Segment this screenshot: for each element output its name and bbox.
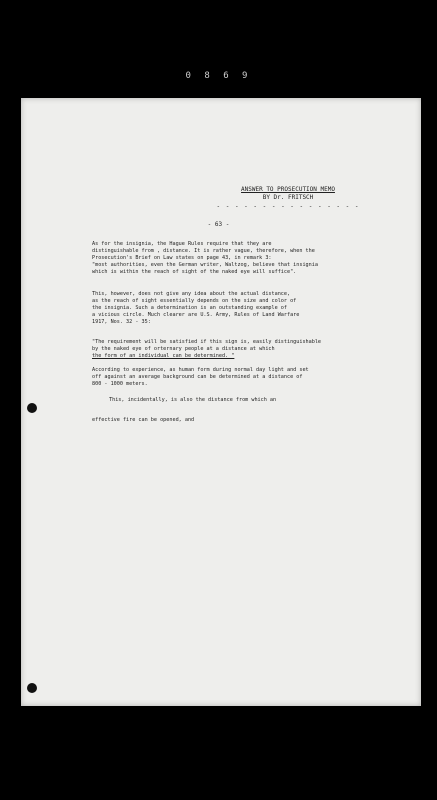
- text-line: This, however, does not give any idea about the actual distance,: [92, 291, 291, 297]
- text-line: effective fire can be opened, and: [92, 417, 195, 423]
- text-line: as the reach of sight essentially depends on the size and color of: [92, 298, 297, 305]
- paragraph-distance: [92, 291, 299, 326]
- text-line: "The requirement will be satisfied if this sign is, easily distinguishable: [92, 339, 322, 345]
- text-line: the insignia. Such a determination is an outstanding example of: [92, 305, 287, 312]
- paragraph-fire-distance-continued: [92, 417, 194, 424]
- paragraph-insignia: [92, 241, 318, 276]
- text-line: According to experience, as human form during normal day light and set: [92, 367, 309, 373]
- text-line: 1917, Nos. 32 - 35:: [92, 319, 151, 326]
- text-line: a vicious circle. Much clearer are U.S. Army, Rules of Land Warfare: [92, 312, 300, 319]
- microfilm-frame-number: 0 8 6 9: [185, 71, 252, 81]
- paragraph-experience: [92, 367, 309, 388]
- punch-hole: [27, 403, 37, 413]
- document-heading: [208, 186, 368, 211]
- paragraph-fire-distance: [92, 397, 276, 404]
- punch-hole: [27, 683, 37, 693]
- heading-title: ANSWER TO PROSECUTION MEMO: [241, 186, 335, 193]
- underlined-text-line: the form of an individual can be determined. ": [92, 353, 235, 360]
- quotation-block: [92, 339, 321, 360]
- text-line: by the naked eye of orternary people at a distance at which: [92, 346, 275, 353]
- text-line: This, incidentally, is also the distance from which an: [109, 397, 277, 403]
- text-line: distinguishable from , distance. It is rather vague, therefore, when the: [92, 248, 315, 255]
- page-number: - 63 -: [207, 221, 230, 228]
- text-line: which is within the reach of sight of the naked eye will suffice".: [92, 269, 297, 276]
- text-line: Prosecution's Brief on Law states on page 43, in remark 3:: [92, 255, 272, 262]
- text-line: 800 - 1000 meters.: [92, 381, 148, 388]
- text-line: As for the insignia, the Hague Rules require that they are: [92, 241, 272, 247]
- text-line: off against an average background can be determined at a distance of: [92, 374, 303, 381]
- heading-rule: - - - - - - - - - - - - - - - -: [216, 203, 360, 210]
- text-line: "most authorities, even the German writer, Waltzog, believe that insignia: [92, 262, 318, 269]
- heading-author: BY Dr. FRITSCH: [262, 194, 314, 201]
